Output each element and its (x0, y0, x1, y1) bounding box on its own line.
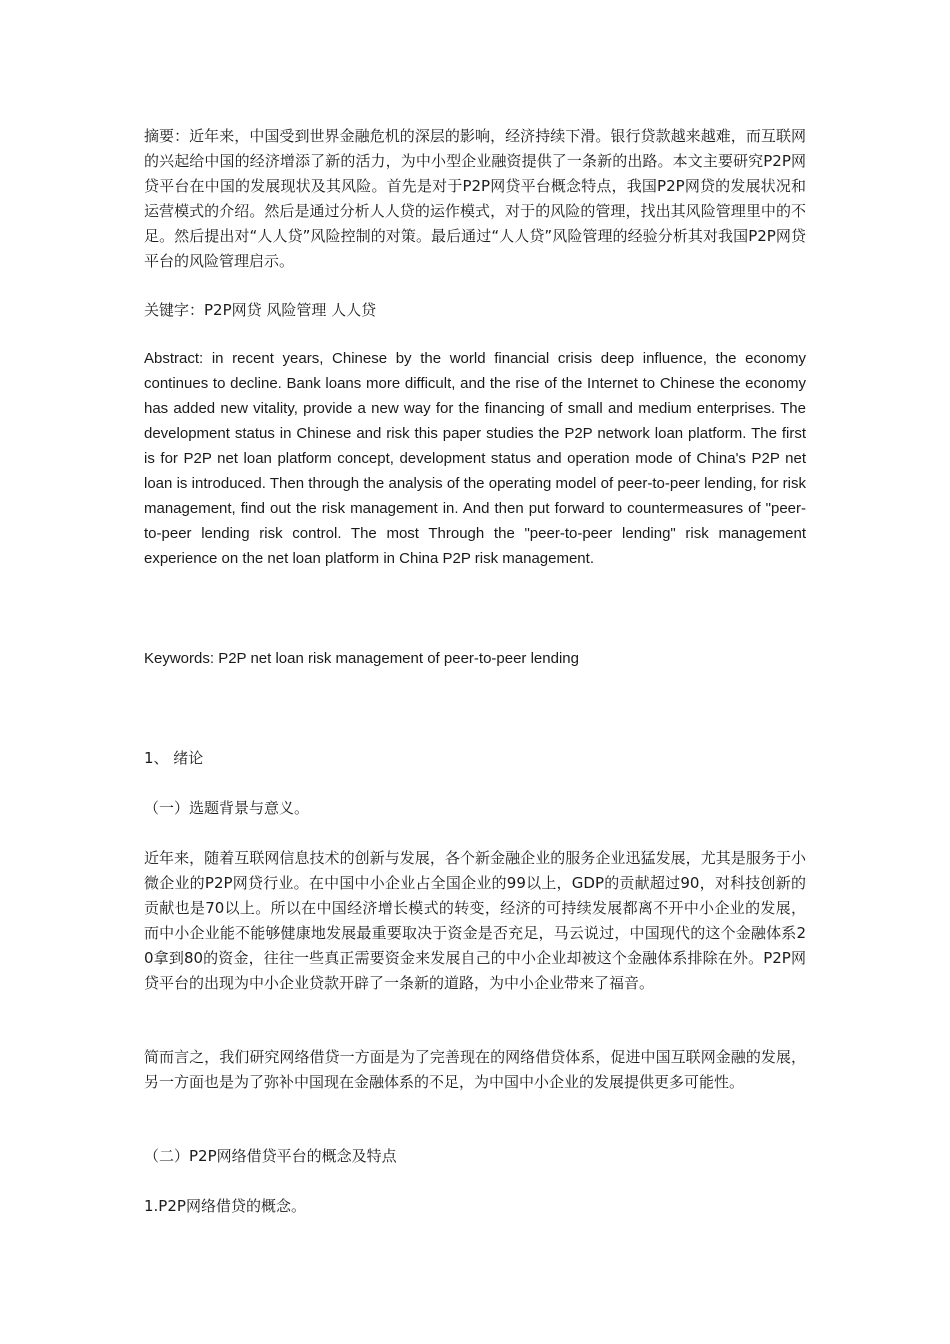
english-keywords: Keywords: P2P net loan risk management of peer-to-peer lending (144, 650, 579, 667)
body-paragraph-1: 近年来，随着互联网信息技术的创新与发展，各个新金融企业的服务企业迅猛发展，尤其是服务于小微企业的P2P网贷行业。在中国中小企业占全国企业的99以上，GDP的贡献超过90，对科技创新的贡献也是70以上。所以在中国经济增长模式的转变，经济的可持续发展都离不开中小企业的发展，而中小企业能不能够健康地发展最重要取决于资金是否充足，马云说过，中国现代的这个金融体系20拿到80的资金，往往一些真正需要资金来发展自己的中小企业却被这个金融体系排除在外。P2P网贷平台的出现为中小企业贷款开辟了一条新的道路，为中小企业带来了福音。 (144, 849, 806, 992)
english-abstract: Abstract: in recent years, Chinese by the world financial crisis deep influence, the economy continues to decline. Bank loans more difficult, and the rise of the Internet to Chinese the economy has added new vitality, provide a new way for the financing of small and medium enterprises. The development status in Chinese and risk this paper studies the P2P network loan platform. The first is for P2P net loan platform concept, development status and operation mode of China's P2P net loan is introduced. Then through the analysis of the operating model of peer-to-peer lending, for risk management, find out the risk management in. And then put forward to countermeasures of "peer-to-peer lending risk control. The most Through the "peer-to-peer lending" risk management experience on the net loan platform in China P2P risk management. (144, 350, 806, 567)
body-paragraph-2: 简而言之，我们研究网络借贷一方面是为了完善现在的网络借贷体系，促进中国互联网金融的发展，另一方面也是为了弥补中国现在金融体系的不足，为中国中小企业的发展提供更多可能性。 (144, 1048, 806, 1091)
subsection-heading-concept: （二）P2P网络借贷平台的概念及特点 (144, 1147, 397, 1165)
chinese-abstract: 摘要：近年来，中国受到世界金融危机的深层的影响，经济持续下滑。银行贷款越来越难，而互联网的兴起给中国的经济增添了新的活力，为中小型企业融资提供了一条新的出路。本文主要研究P2P网贷平台在中国的发展现状及其风险。首先是对于P2P网贷平台概念特点，我国P2P网贷的发展状况和运营模式的介绍。然后是通过分析人人贷的运作模式，对于的风险的管理，找出其风险管理里中的不足。然后提出对“人人贷”风险控制的对策。最后通过“人人贷”风险管理的经验分析其对我国P2P网贷平台的风险管理启示。 (144, 127, 806, 270)
subsection-heading-background: （一）选题背景与意义。 (144, 799, 310, 817)
item-heading-definition: 1.P2P网络借贷的概念。 (144, 1197, 306, 1215)
section-heading-introduction: 1、 绪论 (144, 749, 204, 767)
chinese-keywords: 关键字：P2P网贷 风险管理 人人贷 (144, 301, 377, 319)
